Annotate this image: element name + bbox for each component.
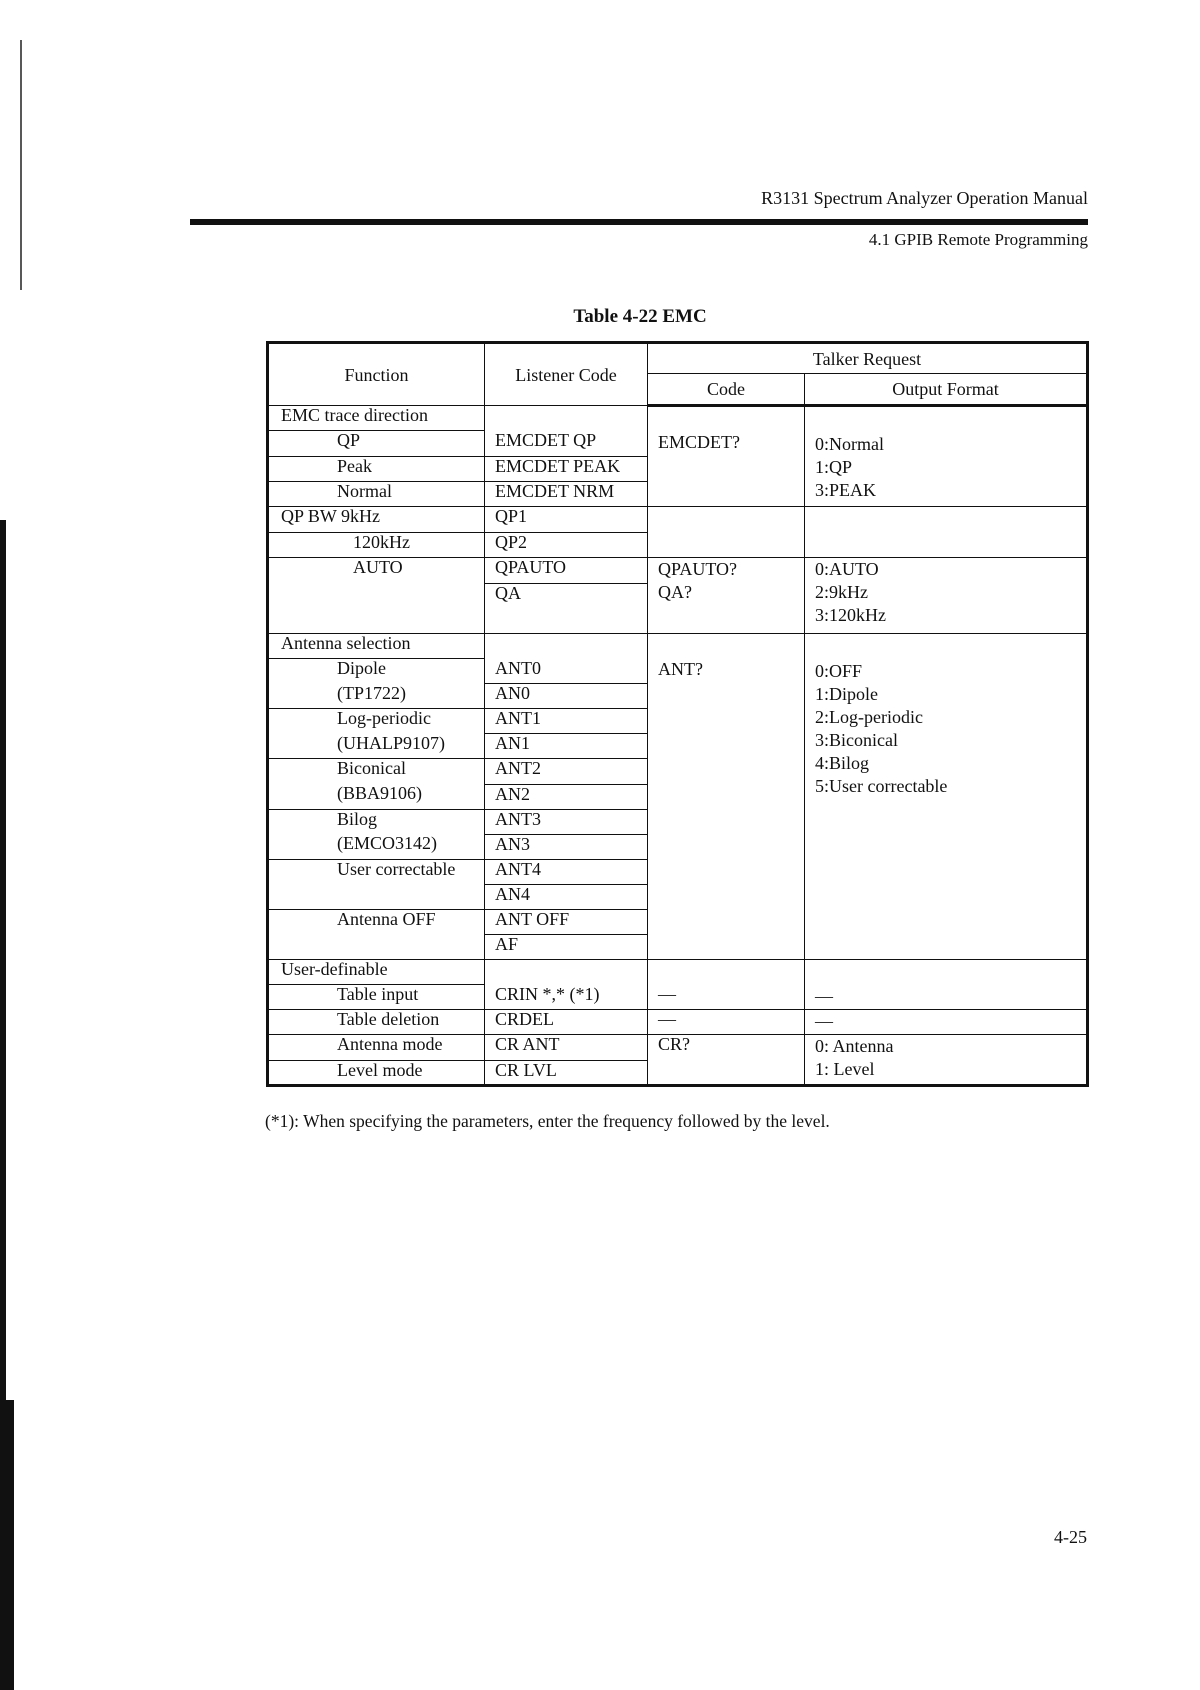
listener-code-cell: EMCDET NRM [485,482,648,507]
code-line: QA? [658,581,692,602]
output-line: 2:9kHz [815,581,868,602]
output-line: 2:Log-periodic [815,706,923,727]
function-cell: QP [268,431,485,456]
function-cell: Table input [268,985,485,1010]
function-cell: Level mode [268,1060,485,1085]
listener-code-cell: QP2 [485,532,648,557]
listener-code-cell: QPAUTO [485,557,648,583]
output-cell: — [805,985,1088,1010]
output-line: 3:Biconical [815,729,898,750]
listener-code-cell: AN4 [485,884,648,909]
group-emc-trace-title: EMC trace direction [268,406,485,431]
function-cell: User correctable [268,859,485,884]
table-cell [648,960,805,985]
listener-code-cell: QA [485,583,648,633]
listener-code-cell: CRIN *,* (*1) [485,985,648,1010]
listener-code-cell: ANT4 [485,859,648,884]
function-cell: QP BW 9kHz [268,507,485,532]
function-cell: (EMCO3142) [268,834,485,859]
table-caption: Table 4-22 EMC [573,306,707,327]
binding-edge-mark [0,1400,14,1690]
function-cell: Dipole [268,659,485,684]
table-cell [805,507,1088,557]
listener-code-cell: CR LVL [485,1060,648,1085]
function-cell [268,884,485,909]
listener-code-cell: AN1 [485,734,648,759]
listener-code-cell: QP1 [485,507,648,532]
emc-table [266,341,1089,1087]
function-cell: Antenna mode [268,1035,485,1060]
output-line: 1:Dipole [815,683,878,704]
section-title: 4.1 GPIB Remote Programming [868,230,1088,249]
code-cell: — [648,985,805,1010]
listener-code-cell: AN0 [485,684,648,709]
output-line: 0:AUTO [815,558,879,579]
qp-bw-code [648,557,805,633]
function-cell: Normal [268,482,485,507]
output-line: 3:120kHz [815,604,886,625]
output-line: 1: Level [815,1059,875,1080]
output-line: 4:Bilog [815,752,870,773]
group-user-definable-title: User-definable [268,960,485,985]
binding-edge-mark [20,40,22,290]
code-line: QPAUTO? [658,558,738,579]
listener-code-cell: ANT0 [485,659,648,684]
output-cell [805,1035,1088,1086]
page-number: 4-25 [1054,1527,1087,1547]
listener-code-cell: AN3 [485,834,648,859]
emc-trace-output [805,406,1088,507]
function-cell [268,935,485,960]
listener-code-cell: ANT OFF [485,910,648,935]
table-cell [805,960,1088,985]
function-cell: (UHALP9107) [268,734,485,759]
header-function: Function [268,343,485,406]
antenna-output [805,633,1088,959]
output-line: 3:PEAK [815,480,877,500]
output-line: 0:Normal [815,434,884,454]
code-cell: CR? [648,1035,805,1086]
output-line: 5:User correctable [815,775,948,796]
listener-code-cell: EMCDET QP [485,431,648,456]
function-cell: 120kHz [268,532,485,557]
emc-trace-code: EMCDET? [648,406,805,507]
function-cell: Bilog [268,809,485,834]
output-line: 0:OFF [815,660,863,681]
table-cell [485,633,648,658]
listener-code-cell: EMCDET PEAK [485,456,648,481]
code-cell: — [648,1010,805,1035]
function-cell: (TP1722) [268,684,485,709]
antenna-code: ANT? [648,633,805,959]
group-antenna-title: Antenna selection [268,633,485,658]
listener-code-cell: ANT2 [485,759,648,784]
function-cell: AUTO [268,557,485,633]
function-cell: (BBA9106) [268,784,485,809]
qp-bw-output [805,557,1088,633]
function-cell: Log-periodic [268,709,485,734]
function-cell: Table deletion [268,1010,485,1035]
output-cell: — [805,1010,1088,1035]
header-talker-request: Talker Request [648,343,1088,374]
listener-code-cell: CR ANT [485,1035,648,1060]
output-line: 1:QP [815,457,853,477]
listener-code-cell: AF [485,935,648,960]
manual-title: R3131 Spectrum Analyzer Operation Manual [761,188,1088,208]
output-line: 0: Antenna [815,1036,894,1057]
header-listener-code: Listener Code [485,343,648,406]
function-cell: Antenna OFF [268,910,485,935]
table-cell [485,406,648,431]
footnote: (*1): When specifying the parameters, enter the frequency followed by the level. [265,1111,830,1131]
listener-code-cell: CRDEL [485,1010,648,1035]
table-cell [648,507,805,557]
function-cell: Biconical [268,759,485,784]
header-rule [190,219,1088,225]
header-output-format: Output Format [805,374,1088,406]
listener-code-cell: ANT3 [485,809,648,834]
listener-code-cell: AN2 [485,784,648,809]
function-cell: Peak [268,456,485,481]
header-code: Code [648,374,805,406]
listener-code-cell: ANT1 [485,709,648,734]
table-cell [485,960,648,985]
